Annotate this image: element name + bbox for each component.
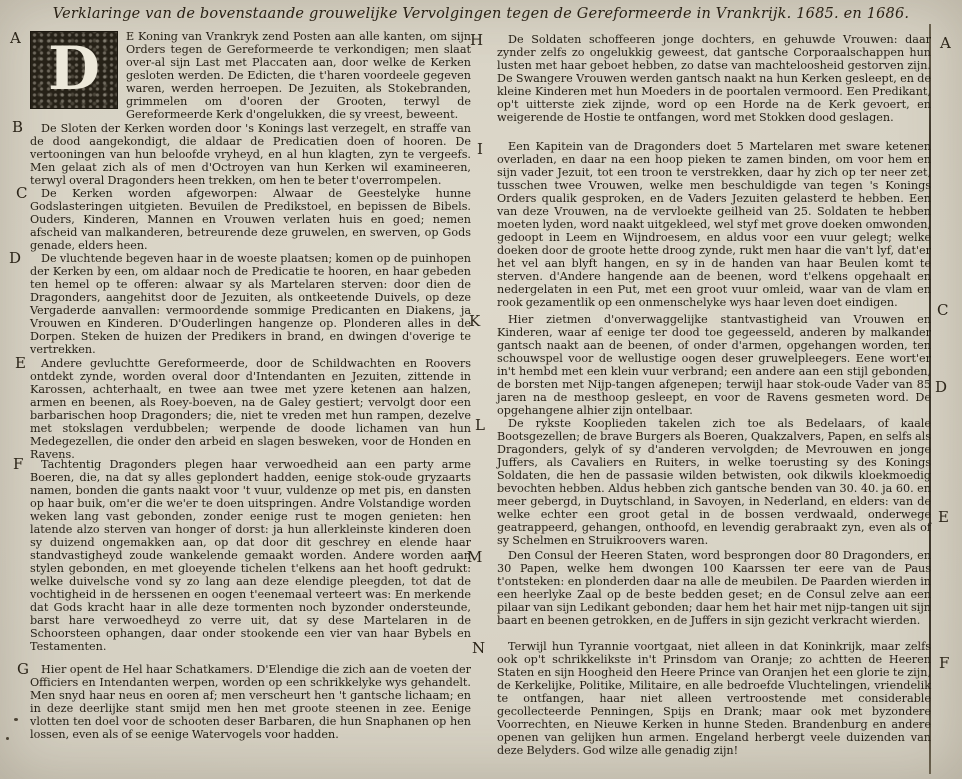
margin-letter-m: M bbox=[467, 548, 483, 566]
drop-cap-initial: D bbox=[30, 31, 118, 109]
left-text-column bbox=[30, 0, 471, 779]
paragraph-section-l: De rykste Kooplieden takelen zich toe als Bedelaars, of kaale Bootsgezellen; de brave Burgers als Boeren, Quakzalvers, Papen, en selfs als Dragonders, gelyk of sy d'anderen vervolgden; de Mevrouwen en jonge Juffers, als Cavaliers en Ruiters, in welke toerusting sy des Konings Soldaten, die hen de passasie wilden betwisten, ook dikwils kloekmoedig bevochten hebben. Aldus hebben zich gantsche benden van 30. 40. ja 60. en meer gebergd, in Duytschland, in Savoyen, in Nederland, en elders: van de welke echter een groot getal in de bossen verdwaald, onderwege geatrappeerd, gehangen, onthoofd, en levendig gerabraakt zyn, even als of sy Schelmen en Struikroovers waren. bbox=[497, 417, 931, 547]
margin-letter-b: B bbox=[12, 118, 24, 136]
page-title: Verklaringe van de bovenstaande grouwelijke Vervolgingen tegen de Gereformeerde in Vrankrijk. 1685. en 1686. bbox=[52, 6, 910, 22]
right-margin-letter-a: A bbox=[940, 34, 951, 52]
margin-letter-l: L bbox=[475, 416, 485, 434]
margin-letter-e: E bbox=[15, 354, 26, 372]
paragraph-section-c: De Kerken worden afgeworpen: Alwaar de Geestelyke hunne Godslasteringen uitgieten. Bevuilen de Predikstoel, en bepissen de Bibels. Ouders, Kinderen, Mannen en Vrouwen verlaten huis en goed; nemen afscheid van malkanderen, betreurende deze gruwelen, en swerven, op Gods genade, elders heen. bbox=[30, 187, 471, 252]
ink-speck bbox=[6, 737, 9, 740]
paragraph-section-k: Hier zietmen d'onverwaggelijke stantvastigheid van Vrouwen en Kinderen, waar af eenige ter dood toe gegeesseld, anderen by malkander gantsch naakt aan de beenen, of onder d'armen, opgehangen worden, ten schouwspel voor de wellustige oogen deser gruwelpleegers. Eene wort'er in't hembd met een klein vuur verbrand; een andere aan een stijl gebonden, de borsten met Nijp-tangen afgenepen; terwijl haar stok-oude Vader van 85 jaren na de mesthoop gesleept, en voor de Ravens gesmeten word. De opgehangene alhier zijn ontelbaar. bbox=[497, 313, 931, 417]
margin-letter-d: D bbox=[9, 249, 22, 267]
margin-letter-h: H bbox=[470, 31, 484, 49]
margin-letter-g: G bbox=[17, 660, 29, 678]
right-margin-letter-f: F bbox=[939, 654, 950, 672]
right-text-column bbox=[497, 0, 931, 779]
margin-letter-f: F bbox=[13, 455, 24, 473]
paragraph-section-n: Terwijl hun Tyrannie voortgaat, niet alleen in dat Koninkrijk, maar zelfs ook op't schrikkelikste in't Prinsdom van Oranje; zo achtten de Heeren Staten en sijn Hoogheid den Heere Prince van Oranjen het een glorie te zijn, de Kerkelijke, Politike, Militaire, en alle bedroefde Vluchtelingen, vriendelik te ontfangen, haar niet alleen vertroostende met considerable gecollecteerde Penningen, Spijs en Drank; maar ook met byzondere Voorrechten, en Nieuwe Kerken in hunne Steden. Brandenburg en andere openen van gelijken hun armen. Engeland herbergt veele duizenden van deze Belyders. God wilze alle genadig zijn! bbox=[497, 640, 931, 757]
paragraph-section-g: Hier opent de Hel haar Schatkamers. D'Elendige die zich aan de voeten der Officiers en Intendanten werpen, worden op een schrikkelyke wys gehandelt. Men snyd haar neus en ooren af; men verscheurt hen 't gantsche lichaam; en in deze deerlijke stant smijd men hen met groote steenen in zee. Eenige vlotten ten doel voor de schooten deser Barbaren, die hun Snaphanen op hen lossen, even als of se eenige Watervogels voor hadden. bbox=[30, 663, 471, 741]
paragraph-section-m: Den Consul der Heeren Staten, word besprongen door 80 Dragonders, en 30 Papen, welke hem dwongen 100 Kaarssen ter eere van de Paus t'ontsteken: en plonderden daar na alle de meubilen. De Paarden wierden in een heerlyke Zaal op de beste bedden geset; en de Consul zelve aan een pilaar van sijn Ledikant gebonden; daar hem het hair met nijp-tangen uit sijn baart en beenen getrokken, en de Juffers in sijn gezicht verkracht wierden. bbox=[497, 549, 931, 627]
paragraph-section-e: Andere gevluchtte Gereformeerde, door de Schildwachten en Roovers ontdekt zynde, worden overal door d'Intendanten en Jezuiten, zittende in Karossen, achterhaalt, en twee aan twee met yzere ketenen aan halzen, armen en beenen, als Roey-boeven, na de Galey gestiert; vervolgt door een barbarischen hoop Dragonders; die, niet te vreden met hun rampen, dezelve met stokslagen verdubbelen; werpende de doode lichamen van hun Medegezellen, die onder den arbeid en slagen besweken, voor de Honden en Ravens. bbox=[30, 357, 471, 461]
paragraph-section-d: De vluchtende begeven haar in de woeste plaatsen; komen op de puinhopen der Kerken by een, om aldaar noch de Predicatie te hooren, en haar gebeden ten hemel op te offeren: alwaar sy als Martelaren sterven: door dien de Dragonders, aangehitst door de Jezuiten, als ontkeetende Duivels, op deze Vergaderde aanvallen: vermoordende sommige Predicanten en Diakens, ja Vrouwen en Kinderen. D'Ouderlingen hangenze op. Plonderen alles in de Dorpen. Steken de huizen der Predikers in brand, en dwingen d'overige te vertrekken. bbox=[30, 252, 471, 356]
paragraph-section-b: De Sloten der Kerken worden door 's Konings last verzegelt, en straffe van de dood aangekondigt, die aldaar de Predicatien doen of hooren. De vertooningen van hun beloofde vryheyd, en al hun klagten, zyn te vergeefs. Men gelaat zich als of men d'Octroyen van hun Kerken wil examineeren, terwyl overal Dragonders heen trekken, om hen te beter t'overrompelen. bbox=[30, 122, 471, 187]
right-margin-letter-c: C bbox=[937, 301, 949, 319]
paragraph-section-i: Een Kapitein van de Dragonders doet 5 Martelaren met sware ketenen overladen, en daar na een hoop pieken te zamen binden, om voor hem en sijn vader Jezuit, tot een troon te verstrekken, daar hy zich op ter neer zet, tusschen twee Vrouwen, welke men beschuldigde van tegen 's Konings Orders qualik gesproken, en de Vaders Jezuiten gelasterd te hebben. Een van deze Vrouwen, na de vervloekte geilheid van 25. Soldaten te hebben moeten lyden, word naakt uitgekleed, wel styf met grove doeken omwonden, gedoopt in Leem en Wijndroesem, en aldus voor een vuur gelegt; welke doeken door de groote hette droog zynde, rukt men haar die van't lyf, dat'er het vel aan blyft hangen, en sy in de handen van haar Beulen komt te sterven. d'Andere hangende aan de beenen, word t'elkens opgehaalt en nedergelaten in een Put, met een groot vuur omleid, waar van de vlam en rook gezamentlik op een onmenschelyke wys haar leven doet eindigen. bbox=[497, 140, 931, 309]
margin-letter-i: I bbox=[477, 140, 483, 158]
margin-letter-c: C bbox=[16, 184, 28, 202]
paragraph-section-f: Tachtentig Dragonders plegen haar verwoedheid aan een party arme Boeren, die, na dat sy alles geplondert hadden, eenige stok-oude gryzaarts namen, bonden die gants naakt voor 't vuur, vuldenze op met pis, en dansten op haar buik, om'er die we'er te doen uitspringen. Andre Volstandige worden weken lang vast gebonden, zonder eenige rust te mogen genieten: hen latende alzo sterven van honger of dorst: ja hun allerkleinste kinderen doen sy duizend ongemakken aan, op dat door dit geschrey en elende haar standvastigheyd zoude wankelende gemaakt worden. Andere worden aan stylen gebonden, en met gloeyende tichelen t'elkens aan het hooft gedrukt: welke duivelsche vond sy zo lang aan deze elendige pleegden, tot dat de vochtigheid in de herssenen en oogen t'eenemaal verteert was: En merkende dat Gods kracht haar in alle deze tormenten noch byzonder ondersteunde, barst hare verwoedheyd zo verre uit, dat sy dese Martelaren in de Schoorsteen ophangen, daar onder stookende een vier van haar Bybels en Testamenten. bbox=[30, 458, 471, 653]
paragraph-section-h: De Soldaten schoffeeren jonge dochters, en gehuwde Vrouwen: daar zynder zelfs zo ongelukkig geweest, dat gantsche Corporaalschappen hun lusten met haar geboet hebben, zo datse van machteloosheid gestorven zijn. De Swangere Vrouwen werden gantsch naakt na hun Kerken gesleept, en de kleine Kinderen met hun Moeders in de poortalen vermoord. Een Predikant, op't uitterste ziek zijnde, word op een Horde na de Kerk gevoert, en weigerende de Hostie te ontfangen, word met Stokken dood geslagen. bbox=[497, 33, 931, 124]
right-margin-letter-e: E bbox=[938, 508, 949, 526]
paragraph-section-a bbox=[30, 30, 471, 121]
margin-letter-a: A bbox=[10, 29, 21, 47]
margin-letter-k: K bbox=[469, 312, 481, 330]
section-a-text: E Koning van Vrankryk zend Posten aan alle kanten, om sijn Orders tegen de Gereformeerde te verkondigen; men slaat over-al sijn Last met Placcaten aan, door welke de Kerken gesloten werden. De Edicten, die t'haren voordeele gegeven waren, werden herroepen. De Jezuiten, als Stokebranden, grimmelen om d'ooren der Grooten, terwyl de Gereformeerde Kerk d'ongelukken, die sy vreest, beweent. bbox=[126, 30, 471, 121]
ink-speck bbox=[14, 718, 18, 721]
margin-letter-n: N bbox=[472, 639, 486, 657]
right-margin-letter-d: D bbox=[935, 378, 948, 396]
